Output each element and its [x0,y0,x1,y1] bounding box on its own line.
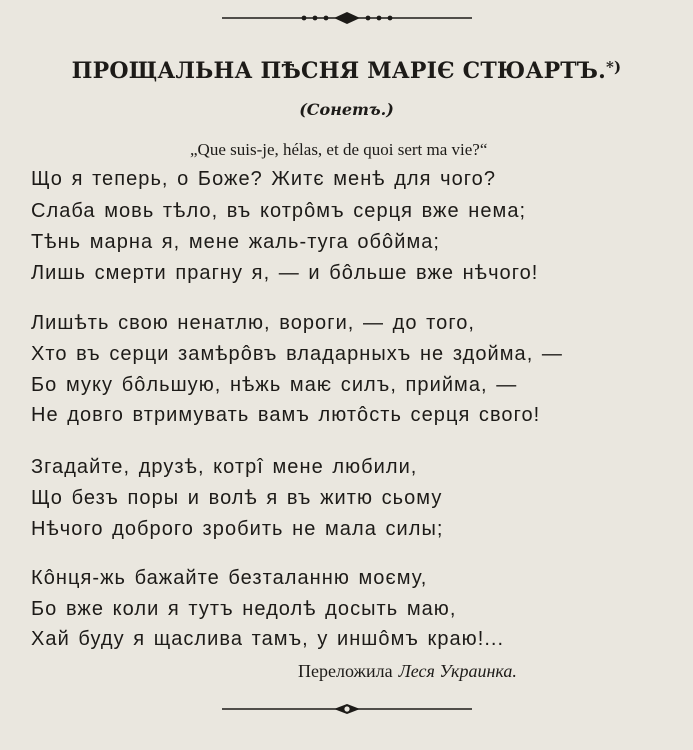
verse-line: Тѣнь марна я, мене жаль-туга обôйма; [31,231,441,253]
top-ornament [0,8,693,28]
translator-prefix: Переложила [298,661,393,681]
epigraph: „Que suis-je, hélas, et de quoi sert ma vie?“ [190,140,488,159]
bottom-ornament [0,700,693,718]
footnote-mark: *) [605,58,622,76]
verse-line: Бо вже коли я тутъ недолѣ досыть маю, [31,598,457,620]
verse-line: Що безъ поры и волѣ я въ житю сьому [31,487,443,509]
translator-credit [298,661,517,682]
verse-line: Лишь смерти прагну я, — и бôльше вже нѣчого! [31,262,539,284]
verse-line: Хай буду я щаслива тамъ, у иншôмъ краю!... [31,628,505,650]
poem-subtitle: (Сонетъ.) [299,100,394,119]
ornament-divider-icon [222,8,472,28]
verse-line: Слаба мовь тѣло, въ котрôмъ серця вже нема; [31,200,527,222]
poem-title: ПРОЩАЛЬНА ПѢСНЯ МАРІЄ СТЮАРТЪ.*) [71,58,622,84]
ornament-divider-icon [222,700,472,718]
verse-line: Нѣчого доброго зробить не мала силы; [31,518,444,540]
verse-line: Бо муку бôльшую, нѣжь маѥ силъ, прийма, — [31,374,518,396]
verse-line: Що я теперь, о Боже? Житє менѣ для чого? [31,168,497,190]
translator-name: Леся Украинка. [398,661,517,681]
verse-line: Хто въ серци замѣрôвъ владарныхъ не здойма, — [31,343,563,365]
verse-line: Кôнця-жь бажайте безталанню моєму, [31,567,428,589]
verse-line: Не довго втримувать вамъ лютôсть серця свого! [31,404,541,426]
verse-line: Згадайте, друзѣ, котрî мене любили, [31,456,418,478]
verse-line: Лишѣть свою ненатлю, вороги, — до того, [31,312,476,334]
